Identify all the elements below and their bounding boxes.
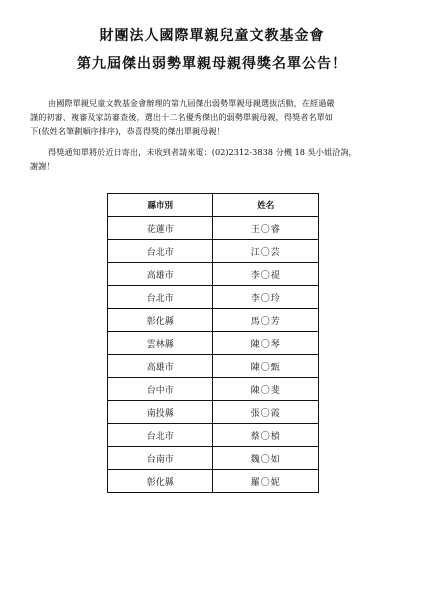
cell-name: 王〇睿 xyxy=(213,217,319,240)
cell-city: 花蓮市 xyxy=(108,217,213,240)
table-row xyxy=(108,424,319,447)
cell-city: 雲林縣 xyxy=(108,332,213,355)
table-row xyxy=(108,470,319,493)
table-row xyxy=(108,217,319,240)
announcement-paragraph-2-line-2: 謝謝！ xyxy=(30,161,55,171)
cell-city: 台北市 xyxy=(108,286,213,309)
table-row xyxy=(108,240,319,263)
cell-name: 魏〇如 xyxy=(213,447,319,470)
cell-city: 台北市 xyxy=(108,240,213,263)
cell-name: 羅〇妮 xyxy=(213,470,319,493)
table-header-row xyxy=(108,194,319,217)
cell-name: 馬〇芳 xyxy=(213,309,319,332)
table-row xyxy=(108,401,319,424)
cell-name: 陳〇甄 xyxy=(213,355,319,378)
cell-name: 張〇霞 xyxy=(213,401,319,424)
cell-name: 陳〇斐 xyxy=(213,378,319,401)
cell-name: 江〇芸 xyxy=(213,240,319,263)
foundation-title: 財團法人國際單親兒童文教基金會 xyxy=(99,28,325,44)
cell-city: 南投縣 xyxy=(108,401,213,424)
announcement-paragraph-1-line-3: 下(依姓名筆劃順序排序)，恭喜得獎的傑出單親母親！ xyxy=(30,126,225,136)
table-row xyxy=(108,286,319,309)
cell-name: 蔡〇楨 xyxy=(213,424,319,447)
cell-city: 高雄市 xyxy=(108,355,213,378)
announcement-paragraph-1-line-1: 由國際單親兒童文教基金會辦理的第九屆傑出弱勢單親母親選拔活動，在經過嚴 xyxy=(48,98,335,108)
cell-city: 台中市 xyxy=(108,378,213,401)
winners-table xyxy=(107,193,319,493)
cell-name: 陳〇琴 xyxy=(213,332,319,355)
cell-city: 台南市 xyxy=(108,447,213,470)
cell-city: 台北市 xyxy=(108,424,213,447)
cell-city: 彰化縣 xyxy=(108,309,213,332)
announcement-paragraph-1-line-2: 謹的初審、複審及家訪審查後，選出十二名優秀傑出的弱勢單親母親，得獎者名單如 xyxy=(30,112,333,122)
cell-city: 高雄市 xyxy=(108,263,213,286)
header-name: 姓名 xyxy=(213,194,319,217)
table-row xyxy=(108,378,319,401)
cell-city: 彰化縣 xyxy=(108,470,213,493)
header-city: 縣市別 xyxy=(108,194,213,217)
cell-name: 李〇禔 xyxy=(213,263,319,286)
announcement-paragraph-2-line-1: 得獎通知單將於近日寄出，未收到者請來電：(02)2312-3838 分機 18 吳小姐洽詢， xyxy=(48,147,357,157)
announcement-title: 第九屆傑出弱勢單親母親得獎名單公告！ xyxy=(77,56,347,72)
table-row xyxy=(108,355,319,378)
cell-name: 李〇玲 xyxy=(213,286,319,309)
table-row xyxy=(108,447,319,470)
table-row xyxy=(108,309,319,332)
table-row xyxy=(108,332,319,355)
table-row xyxy=(108,263,319,286)
